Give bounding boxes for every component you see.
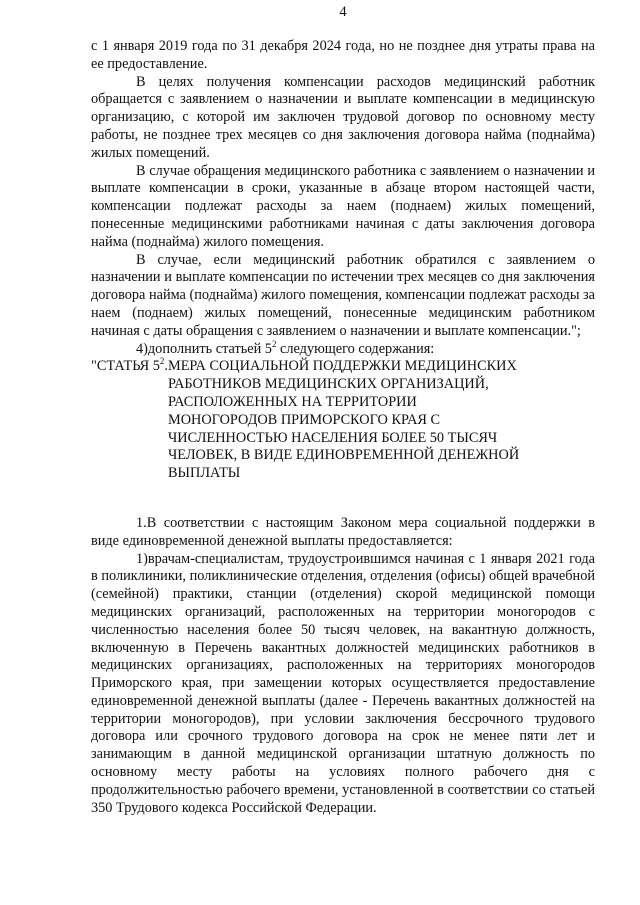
article-heading-title	[168, 358, 595, 483]
article-heading-separator: .	[164, 358, 168, 375]
article-heading-prefix	[91, 358, 168, 483]
amendment-item-4-superscript: 2	[271, 338, 277, 349]
article-part-1-item-1: 1)врачам-специалистам, трудоустроившимся начиная с 1 января 2021 года в поликлиники, поликлинические отделения, отделения (офисы) общей врачебной (семейной) практики, станции (отделения) скорой медицинской помощи медицинских организаций, расположенных на территории моногородов с численностью населения более 50 тысяч человек, на вакантную должность, включенную в Перечень вакантных должностей медицинских работников в медицинских организациях, расположенных на территориях моногородов Приморского края, при замещении которых осуществляется предоставление единовременной денежной выплаты (далее - Перечень вакантных должностей на территории моногородов), при условии заключения бессрочного трудового договора или срочного трудового договора на срок не менее пяти лет и занимающим в данной медицинской организации штатную должность по основному месту работы на условиях полного рабочего дня с продолжительностью рабочего времени, установленной в соответствии со статьей 350 Трудового кодекса Российской Федерации.	[91, 550, 595, 816]
amendment-item-4-text: 4)дополнить статьей 5	[136, 340, 272, 357]
paragraph-late-application: В случае, если медицинский работник обратился с заявлением о назначении и выплате компенсации по истечении трех месяцев со дня заключения договора найма (поднайма) жилого помещения, компенсации подлежат расходы за наем (поднаем) жилых помещений, понесенные медицинским работником начиная с даты обращения с заявлением о назначении и выплате компенсации.";	[91, 251, 595, 339]
article-heading-superscript: 2	[159, 356, 165, 367]
article-heading-number: "СТАТЬЯ 5	[91, 358, 160, 375]
paragraph-continuation: с 1 января 2019 года по 31 декабря 2024 года, но не позднее дня утраты права на ее предоставление.	[91, 38, 595, 72]
page-number: 4	[339, 4, 347, 20]
amendment-item-4	[91, 338, 595, 359]
article-heading-line: ЧИСЛЕННОСТЬЮ НАСЕЛЕНИЯ БОЛЕЕ 50 ТЫСЯЧ	[167, 429, 498, 446]
article-heading-line: РАБОТНИКОВ МЕДИЦИНСКИХ ОРГАНИЗАЦИЙ,	[167, 376, 489, 393]
paragraph-compensation-application: В целях получения компенсации расходов медицинский работник обращается с заявлением о назначении и выплате компенсации в медицинскую организацию, с которой им заключен трудовой договор по основному месту работы, не позднее трех месяцев со дня заключения договора найма (поднайма) жилых помещений.	[91, 73, 595, 161]
amendment-item-4-tail: следующего содержания:	[276, 340, 435, 357]
article-heading-line: ЧЕЛОВЕК, В ВИДЕ ЕДИНОВРЕМЕННОЙ ДЕНЕЖНОЙ	[167, 447, 520, 464]
paragraph-timely-application: В случае обращения медицинского работника с заявлением о назначении и выплате компенсации в сроки, указанные в абзаце втором настоящей части, компенсации подлежат расходы за наем (поднаем) жилых помещений, понесенные медицинскими работниками начиная с даты заключения договора найма (поднайма) жилого помещения.	[91, 162, 595, 250]
article-heading	[91, 358, 595, 483]
article-heading-line: МОНОГОРОДОВ ПРИМОРСКОГО КРАЯ С	[167, 411, 441, 428]
article-heading-line: МЕРА СОЦИАЛЬНОЙ ПОДДЕРЖКИ МЕДИЦИНСКИХ	[167, 358, 517, 375]
document-body	[91, 38, 595, 817]
article-heading-line: РАСПОЛОЖЕННЫХ НА ТЕРРИТОРИИ	[167, 393, 417, 410]
article-heading-line: ВЫПЛАТЫ	[167, 465, 241, 482]
article-part-1: 1.В соответствии с настоящим Законом мера социальной поддержки в виде единовременной денежной выплаты предоставляется:	[91, 514, 595, 549]
